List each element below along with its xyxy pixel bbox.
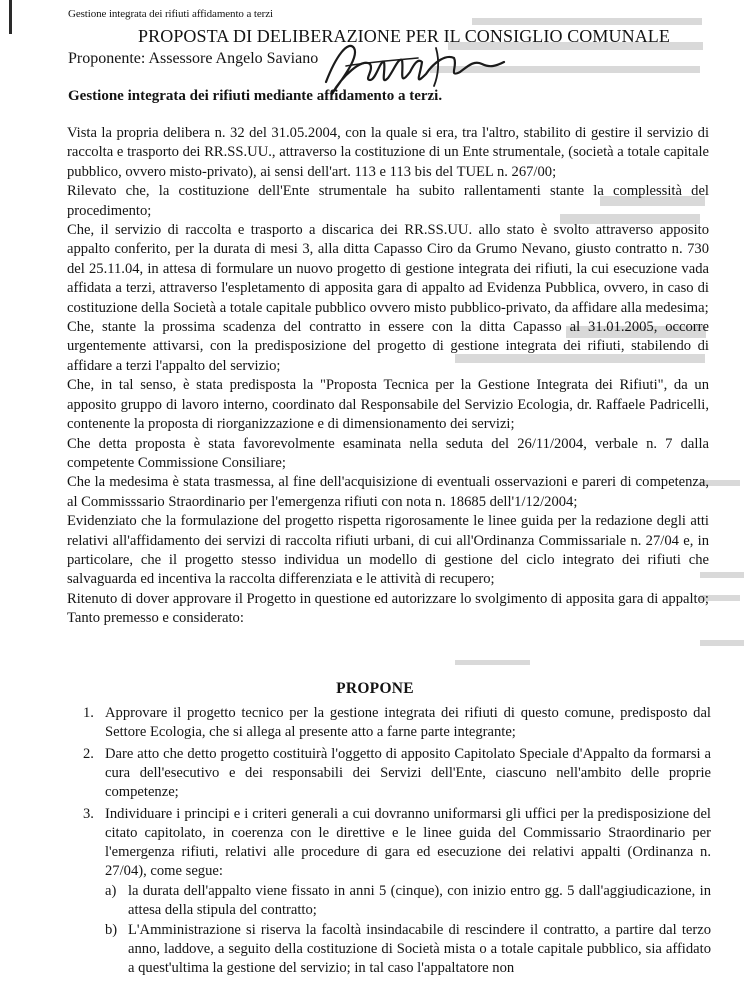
document-subject: Gestione integrata dei rifiuti mediante affidamento a terzi. (68, 88, 443, 104)
document-header-note: Gestione integrata dei rifiuti affidamento a terzi (68, 8, 273, 20)
document-title: PROPOSTA DI DELIBERAZIONE PER IL CONSIGLIO COMUNALE (138, 26, 670, 46)
propone-item (83, 745, 711, 802)
premise-paragraph: Vista la propria delibera n. 32 del 31.05.2004, con la quale si era, tra l'altro, stabilito di gestire il servizio di raccolta e trasporto dei RR.SS.UU., attraverso la costituzione di un Ente strumentale, (società a totale capitale pubblico, ovvero misto-privato), ai sensi dell'art. 113 e 113 bis del TUEL n. 267/00; (67, 125, 709, 180)
premise-paragraph: Che la medesima è stata trasmessa, al fine dell'acquisizione di eventuali osservazioni e pareri di competenza, al Commisssario Straordinario per l'emergenza rifiuti con nota n. 18685 dell'1/12/2004; (67, 474, 709, 510)
item-number: 2. (83, 746, 94, 762)
criteria-subitem (105, 882, 711, 920)
item-text: Individuare i principi e i criteri generali a cui dovranno uniformarsi gli uffici per la predisposizione del citato capitolato, in coerenza con le direttive e le linee guida del Commissario Straordinario per l'emergenza rifiuti, relativi alle procedure di gara ed esecuzione dei relativi appalti (Ordinanza n. 27/04), come segue: (105, 806, 711, 879)
subitem-letter: a) (105, 883, 117, 899)
item-number: 1. (83, 705, 94, 721)
item-text: Dare atto che detto progetto costituirà l'oggetto di apposito Capitolato Speciale d'Appalto da formarsi a cura dell'esecutivo e dei responsabili dei Servizi dell'Ente, ciascuno nell'ambito delle proprie competenze; (105, 746, 711, 800)
premise-paragraph: Tanto premesso e considerato: (67, 610, 244, 627)
propone-heading: PROPONE (336, 680, 414, 697)
premise-paragraph: Ritenuto di dover approvare il Progetto in questione ed autorizzare lo svolgimento di apposita gara di appalto; (67, 590, 709, 607)
premise-paragraph: Che detta proposta è stata favorevolmente esaminata nella seduta del 26/11/2004, verbale n. 7 dalla competente Commissione Consiliare; (67, 435, 709, 471)
premise-paragraph: Rilevato che, la costituzione dell'Ente strumentale ha subito rallentamenti stante la complessità del procedimento; (67, 183, 709, 219)
premise-paragraph: Evidenziato che la formulazione del progetto rispetta rigorosamente le linee guida per la redazione degli atti relativi all'affidamento dei servizi di raccolta rifiuti urbani, di cui all'Ordinanza Commissariale n. 27/04 e, in particolare, che il progetto stesso individua un modello di gestione del ciclo integrato dei rifiuti che salvaguarda ed incentiva la raccolta differenziata e le attività di recupero; (67, 513, 709, 588)
propone-list (83, 704, 711, 981)
item-number: 3. (83, 806, 94, 822)
propone-item (83, 805, 711, 978)
propone-item (83, 704, 711, 742)
proponent-line: Proponente: Assessore Angelo Saviano (68, 50, 319, 67)
criteria-sublist (105, 882, 711, 978)
subitem-letter: b) (105, 922, 118, 938)
subitem-text: L'Amministrazione si riserva la facoltà insindacabile di rescindere il contratto, a partire dal terzo anno, laddove, a seguito della costituzione di Società mista o a totale capitale pubblico, sia affidato a quest'ultima la gestione del servizio; in tal caso l'appaltatore non (128, 922, 711, 976)
premise-paragraph: Che, il servizio di raccolta e trasporto a discarica dei RR.SS.UU. allo stato è svolto attraverso apposito appalto conferito, per la durata di mesi 3, alla ditta Capasso Ciro da Grumo Nevano, giusto contratto n. 730 del 25.11.04, in attesa di formulare un nuovo progetto di gestione integrata dei rifiuti, la cui esecuzione vada affidata a terzi, attraverso l'espletamento di apposita gara di appalto ad Evidenza Pubblica, ovvero, in caso di costituzione della Società a totale capitale pubblico ovvero misto pubblico-privato, da affidare alla medesima; (67, 222, 709, 316)
premises-body (67, 124, 709, 629)
subitem-text: la durata dell'appalto viene fissato in anni 5 (cinque), con inizio entro gg. 5 dall'aggiudicazione, in attesa della stipula del contratto; (128, 883, 711, 918)
item-text: Approvare il progetto tecnico per la gestione integrata dei rifiuti di questo comune, predisposto dal Settore Ecologia, che si allega al presente atto a farne parte integrante; (105, 705, 711, 740)
criteria-subitem (105, 921, 711, 978)
premise-paragraph: Che, in tal senso, è stata predisposta la "Proposta Tecnica per la Gestione Integrata dei Rifiuti", da un apposito gruppo di lavoro interno, coordinato dal Responsabile del Servizio Ecologia, dr. Raffaele Padricelli, contenente la proposta di riorganizzazione e di dimensionamento dei servizi; (67, 377, 709, 433)
premise-paragraph: Che, stante la prossima scadenza del contratto in essere con la ditta Capasso al 31.01.2005, occorre urgentemente attivarsi, con la predisposizione del progetto di gestione integrata dei rifiuti, stabilendo di affidare a terzi l'appalto del servizio; (67, 319, 709, 374)
